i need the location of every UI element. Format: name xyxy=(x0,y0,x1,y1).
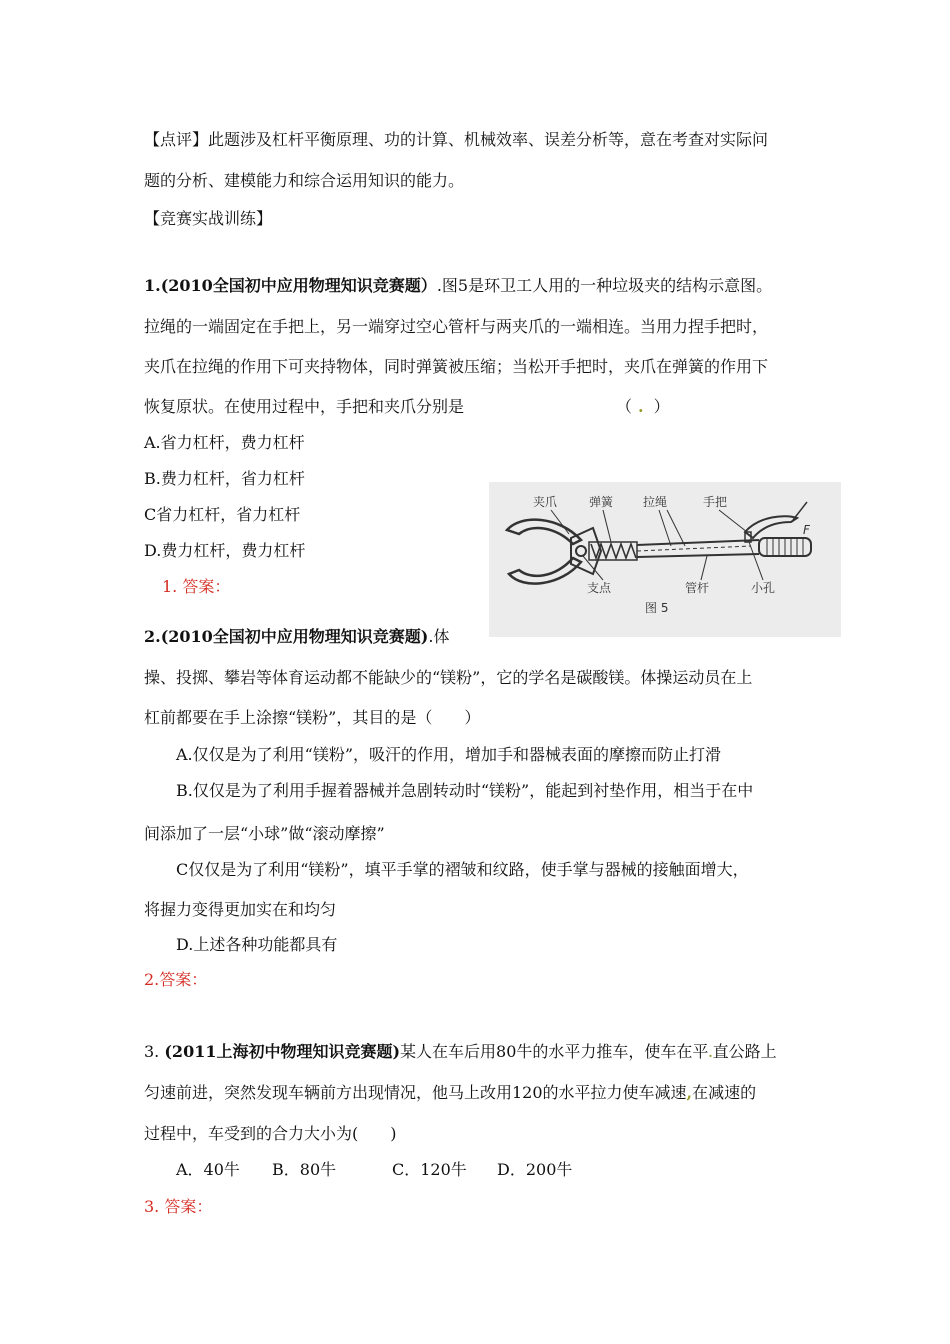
label-lasheng: 拉绳 xyxy=(643,495,668,509)
question-2-option-c-line-2: 将握力变得更加实在和均匀 xyxy=(144,900,337,919)
question-3-option-d: D．200牛 xyxy=(497,1160,573,1179)
question-2-stem-start: .体 xyxy=(428,627,450,646)
trigger-lever xyxy=(745,516,797,538)
question-1-line-3: 夹爪在拉绳的作用下可夹持物体，同时弹簧被压缩；当松开手把时，夹爪在弹簧的作用下 xyxy=(144,357,769,376)
question-3-line-1 xyxy=(144,1042,777,1063)
review-line-1: 【点评】此题涉及杠杆平衡原理、功的计算、机械效率、误差分析等，意在考查对实际问 xyxy=(144,130,769,149)
question-3-line-2-text: 匀速前进，突然发现车辆前方出现情况，他马上改用120的水平拉力使车减速 xyxy=(144,1083,687,1102)
pull-rope xyxy=(637,546,751,551)
stray-dot-1: . xyxy=(708,1046,713,1060)
question-2-line-3: 杠前都要在手上涂擦“镁粉”，其目的是（ ） xyxy=(144,708,481,727)
question-1-line-1 xyxy=(144,276,772,296)
question-2-source: 2.(2010全国初中应用物理知识竞赛题) xyxy=(144,627,429,646)
question-1-option-a: A.省力杠杆，费力杠杆 xyxy=(144,433,305,452)
grabber-diagram xyxy=(489,482,841,637)
label-jiazhua: 夹爪 xyxy=(533,495,558,509)
paren-dot: . xyxy=(638,397,644,416)
grabber-diagram-svg xyxy=(489,482,841,637)
question-3-option-a: A．40牛 xyxy=(176,1160,240,1179)
section-title: 【竞赛实战训练】 xyxy=(144,209,273,228)
question-2-answer: 2.答案： xyxy=(144,970,208,989)
label-shouba: 手把 xyxy=(703,495,728,509)
question-2-option-b-line-2: 间添加了一层“小球”做“滚动摩擦” xyxy=(144,824,385,843)
question-2-option-b-line-1: B.仅仅是为了利用手握着器械并急剧转动时“镁粉”，能起到衬垫作用，相当于在中 xyxy=(176,781,754,800)
label-F: F xyxy=(803,523,810,537)
grip-ridges xyxy=(767,539,803,555)
paren-right: ） xyxy=(653,397,670,416)
question-1-line-4: 恢复原状。在使用过程中，手把和夹爪分别是 xyxy=(144,397,465,416)
question-1-answer: 1. 答案： xyxy=(162,577,231,596)
question-3-answer: 3. 答案： xyxy=(144,1197,213,1216)
pivot-point xyxy=(576,546,586,556)
question-3-line-2-end: 在减速的 xyxy=(692,1083,757,1102)
tube-bottom xyxy=(637,554,759,557)
label-zhidian: 支点 xyxy=(587,581,612,595)
question-1-stem-start: .图5是环卫工人用的一种垃圾夹的结构示意图。 xyxy=(436,276,773,295)
spring xyxy=(591,544,636,558)
question-1-option-c: C省力杠杆，省力杠杆 xyxy=(144,505,301,524)
question-1-option-b: B.费力杠杆，省力杠杆 xyxy=(144,469,305,488)
label-xiaokong: 小孔 xyxy=(751,581,776,595)
question-2-option-c-line-1: C仅仅是为了利用“镁粉”，填平手掌的褶皱和纹路，使手掌与器械的接触面增大， xyxy=(176,860,749,879)
label-tanhuang: 弹簧 xyxy=(589,495,614,509)
question-1-answer-paren xyxy=(616,397,670,417)
question-3-line-2 xyxy=(144,1083,756,1103)
paren-left: （ xyxy=(616,397,633,416)
tube-top xyxy=(637,540,759,545)
question-2-line-2: 操、投掷、攀岩等体育运动都不能缺少的“镁粉”，它的学名是碳酸镁。体操运动员在上 xyxy=(144,668,753,687)
question-3-option-c: C．120牛 xyxy=(392,1160,467,1179)
question-3-number: 3. xyxy=(144,1042,165,1061)
force-arrow xyxy=(793,502,807,520)
question-2-option-d: D.上述各种功能都具有 xyxy=(176,935,338,954)
figure-caption: 图 5 xyxy=(645,601,669,615)
question-2-line-1 xyxy=(144,627,449,647)
question-3-option-b: B．80牛 xyxy=(272,1160,337,1179)
question-3-line-3: 过程中，车受到的合力大小为( ) xyxy=(144,1124,397,1143)
label-guangan: 管杆 xyxy=(685,581,710,595)
stray-dot-2: , xyxy=(686,1083,693,1102)
upper-jaw xyxy=(507,520,581,544)
review-line-2: 题的分析、建模能力和综合运用知识的能力。 xyxy=(144,171,465,190)
question-3-source: (2011上海初中物理知识竞赛题) xyxy=(164,1042,401,1061)
question-1-source: 1.(2010全国初中应用物理知识竞赛题） xyxy=(144,276,437,295)
question-3-stem-start-end: 直公路上 xyxy=(712,1042,777,1061)
question-1-option-d: D.费力杠杆，费力杠杆 xyxy=(144,541,306,560)
question-1-line-2: 拉绳的一端固定在手把上，另一端穿过空心管杆与两夹爪的一端相连。当用力捏手把时， xyxy=(144,317,769,336)
question-2-option-a: A.仅仅是为了利用“镁粉”，吸汗的作用，增加手和器械表面的摩擦而防止打滑 xyxy=(176,745,722,764)
question-3-stem-start: 某人在车后用80牛的水平力推车，使车在平 xyxy=(400,1042,709,1061)
